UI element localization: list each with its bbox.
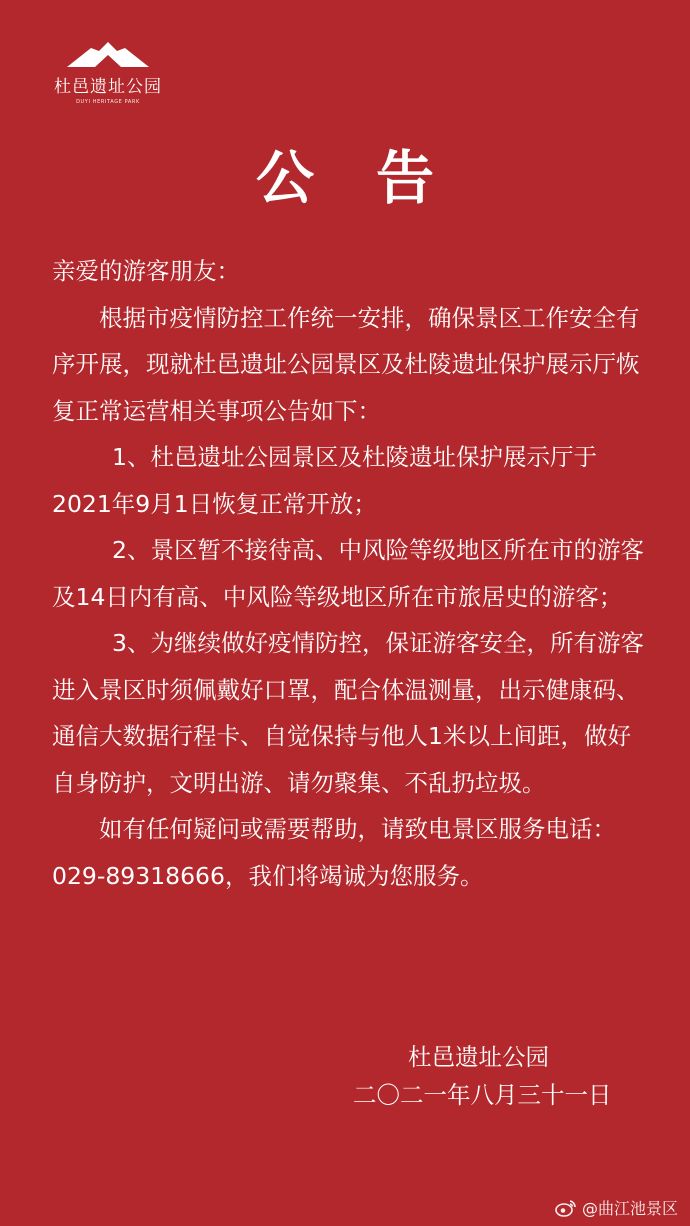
signature-date: 二〇二一年八月三十一日 — [353, 1081, 612, 1109]
greeting: 亲爱的游客朋友： — [52, 257, 240, 285]
notice-title: 公告 — [255, 144, 496, 212]
notice-item-3: 3、为继续做好疫情防控，保证游客安全，所有游客进入景区时须佩戴好口罩，配合体温测量，出示健康码、通信大数据行程卡、自觉保持与他人1米以上间距，做好自身防护，文明出游、请勿聚集、不乱扔垃圾。 — [52, 629, 644, 797]
mountain-logo-icon — [65, 40, 151, 68]
intro-paragraph: 根据市疫情防控工作统一安排，确保景区工作安全有序开展，现就杜邑遗址公园景区及杜陵遗址保护展示厅恢复正常运营相关事项公告如下： — [52, 303, 640, 425]
notice-item-2: 2、景区暂不接待高、中风险等级地区所在市的游客及14日内有高、中风险等级地区所在市旅居史的游客； — [52, 536, 644, 611]
logo-subtitle: DUYI HERITAGE PARK — [76, 99, 140, 105]
weibo-icon — [555, 1199, 577, 1217]
logo-name: 杜邑遗址公园 — [54, 77, 162, 97]
notice-body — [52, 248, 652, 899]
watermark-text: @曲江池景区 — [581, 1199, 678, 1218]
signature-org: 杜邑遗址公园 — [408, 1043, 549, 1071]
watermark — [555, 1196, 678, 1219]
contact-paragraph: 如有任何疑问或需要帮助，请致电景区服务电话：029-89318666，我们将竭诚为您服务。 — [52, 815, 616, 890]
notice-item-1: 1、杜邑遗址公园景区及杜陵遗址保护展示厅于2021年9月1日恢复正常开放； — [52, 443, 597, 518]
park-logo — [52, 40, 164, 105]
